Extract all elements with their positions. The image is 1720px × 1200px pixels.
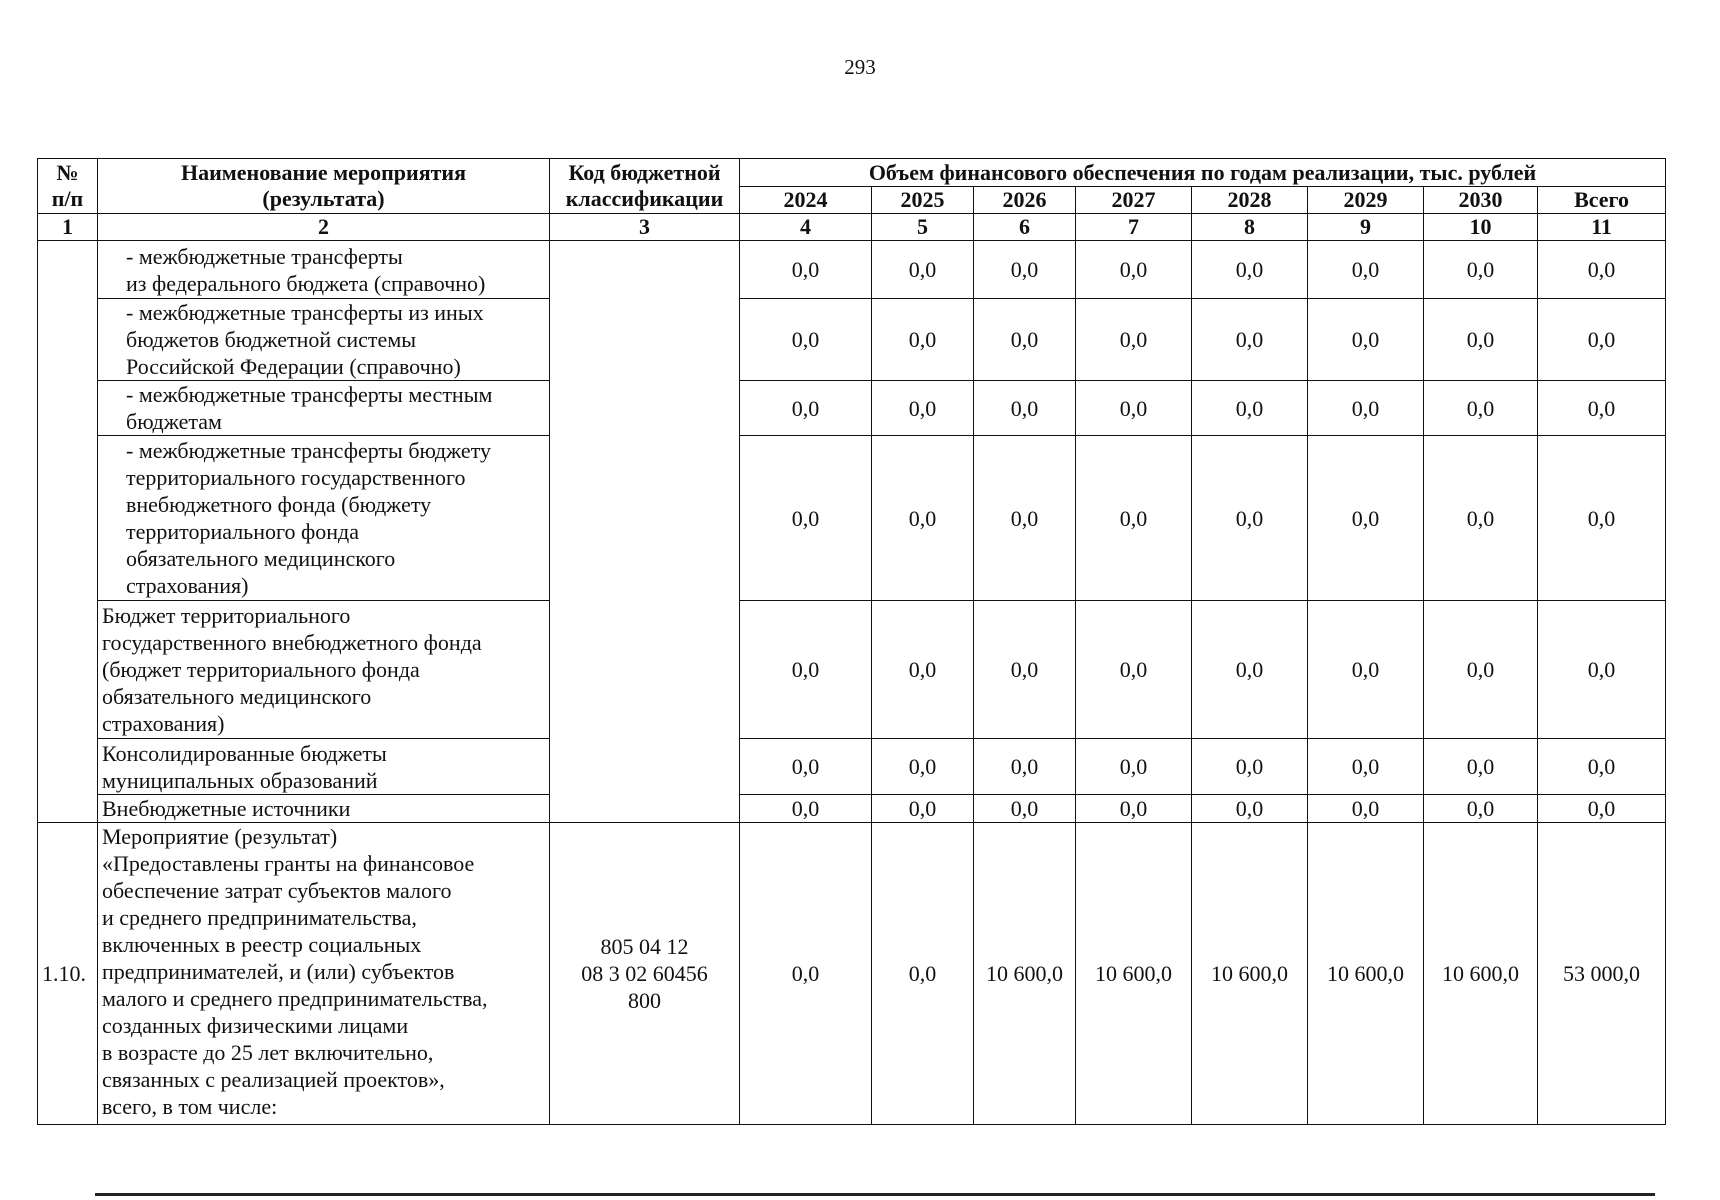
header-year: 2028 [1192,187,1308,214]
value-cell: 0,0 [1308,795,1424,823]
header-total: Всего [1538,187,1666,214]
measure-code: 805 04 12 08 3 02 60456 800 [550,823,740,1125]
value-cell: 0,0 [872,739,974,795]
value-cell: 0,0 [1192,601,1308,739]
value-cell: 0,0 [1308,601,1424,739]
row-name: - межбюджетные трансферты из иных бюджетов бюджетной системы Российской Федерации (справочно) [98,299,550,381]
total-cell: 0,0 [1538,299,1666,381]
value-cell: 10 600,0 [1424,823,1538,1125]
value-cell: 0,0 [1076,299,1192,381]
value-cell: 0,0 [740,241,872,299]
total-cell: 0,0 [1538,795,1666,823]
row-name: - межбюджетные трансферты из федерального бюджета (справочно) [98,241,550,299]
empty-index-cell [38,241,98,823]
table-row [38,739,1666,795]
header-name: Наименование мероприятия (результата) [98,159,550,214]
table-row [38,299,1666,381]
column-number: 11 [1538,214,1666,241]
table-row [38,601,1666,739]
measure-index: 1.10. [38,823,98,1125]
value-cell: 0,0 [1192,241,1308,299]
value-cell: 0,0 [1308,241,1424,299]
value-cell: 0,0 [1424,436,1538,601]
header-year: 2024 [740,187,872,214]
total-cell: 0,0 [1538,739,1666,795]
value-cell: 10 600,0 [1308,823,1424,1125]
value-cell: 0,0 [1076,739,1192,795]
column-number: 6 [974,214,1076,241]
budget-table [37,158,1666,1125]
value-cell: 0,0 [1192,436,1308,601]
column-number: 4 [740,214,872,241]
value-cell: 0,0 [1424,601,1538,739]
table-row [38,381,1666,436]
total-cell: 0,0 [1538,601,1666,739]
value-cell: 0,0 [1076,601,1192,739]
value-cell: 0,0 [1424,739,1538,795]
value-cell: 0,0 [872,299,974,381]
row-name: Внебюджетные источники [98,795,550,823]
column-number: 5 [872,214,974,241]
column-number: 7 [1076,214,1192,241]
page-number: 293 [844,55,876,79]
value-cell: 0,0 [1192,299,1308,381]
header-year: 2026 [974,187,1076,214]
header-year: 2029 [1308,187,1424,214]
total-cell: 53 000,0 [1538,823,1666,1125]
value-cell: 0,0 [974,795,1076,823]
column-number: 8 [1192,214,1308,241]
measure-row [38,823,1666,1125]
value-cell: 0,0 [740,299,872,381]
value-cell: 0,0 [872,823,974,1125]
total-cell: 0,0 [1538,436,1666,601]
value-cell: 0,0 [1308,436,1424,601]
value-cell: 0,0 [1308,299,1424,381]
value-cell: 0,0 [872,241,974,299]
value-cell: 0,0 [1424,795,1538,823]
column-number: 10 [1424,214,1538,241]
value-cell: 0,0 [1308,739,1424,795]
value-cell: 0,0 [974,601,1076,739]
table-row [38,241,1666,299]
value-cell: 0,0 [974,299,1076,381]
value-cell: 0,0 [1192,795,1308,823]
value-cell: 10 600,0 [1076,823,1192,1125]
header-code: Код бюджетной классификации [550,159,740,214]
value-cell: 0,0 [872,795,974,823]
value-cell: 0,0 [740,795,872,823]
column-number: 1 [38,214,98,241]
table-row [38,436,1666,601]
value-cell: 0,0 [1076,241,1192,299]
measure-name: Мероприятие (результат) «Предоставлены гранты на финансовое обеспечение затрат субъектов малого и среднего предпринимательства, включенных в реестр социальных предпринимателей, и (или) субъектов малого и среднего предпринимательства, созданных физическими лицами в возрасте до 25 лет включительно, связанных с реализацией проектов», всего, в том числе: [98,823,550,1125]
value-cell: 0,0 [1076,795,1192,823]
value-cell: 0,0 [1308,381,1424,436]
total-cell: 0,0 [1538,381,1666,436]
value-cell: 0,0 [740,601,872,739]
column-number: 9 [1308,214,1424,241]
column-number: 2 [98,214,550,241]
value-cell: 0,0 [740,739,872,795]
value-cell: 0,0 [1424,299,1538,381]
header-year: 2027 [1076,187,1192,214]
total-cell: 0,0 [1538,241,1666,299]
row-name: - межбюджетные трансферты бюджету территориального государственного внебюджетного фонда (бюджету территориального фонда обязательного медицинского страхования) [98,436,550,601]
row-name: Бюджет территориального государственного внебюджетного фонда (бюджет территориального фонда обязательного медицинского страхования) [98,601,550,739]
value-cell: 0,0 [872,381,974,436]
value-cell: 0,0 [1192,381,1308,436]
header-year: 2030 [1424,187,1538,214]
value-cell: 0,0 [1424,381,1538,436]
header-year: 2025 [872,187,974,214]
empty-code-cell [550,241,740,823]
value-cell: 10 600,0 [1192,823,1308,1125]
value-cell: 0,0 [974,381,1076,436]
value-cell: 10 600,0 [974,823,1076,1125]
value-cell: 0,0 [1424,241,1538,299]
value-cell: 0,0 [740,381,872,436]
row-name: Консолидированные бюджеты муниципальных образований [98,739,550,795]
value-cell: 0,0 [740,436,872,601]
value-cell: 0,0 [1076,381,1192,436]
column-number: 3 [550,214,740,241]
row-name: - межбюджетные трансферты местным бюджетам [98,381,550,436]
footer-rule [95,1193,1655,1196]
value-cell: 0,0 [872,436,974,601]
value-cell: 0,0 [1076,436,1192,601]
header-volume: Объем финансового обеспечения по годам реализации, тыс. рублей [740,159,1666,187]
value-cell: 0,0 [974,739,1076,795]
value-cell: 0,0 [872,601,974,739]
value-cell: 0,0 [974,436,1076,601]
value-cell: 0,0 [740,823,872,1125]
table-row [38,795,1666,823]
value-cell: 0,0 [974,241,1076,299]
header-no: № п/п [38,159,98,214]
value-cell: 0,0 [1192,739,1308,795]
